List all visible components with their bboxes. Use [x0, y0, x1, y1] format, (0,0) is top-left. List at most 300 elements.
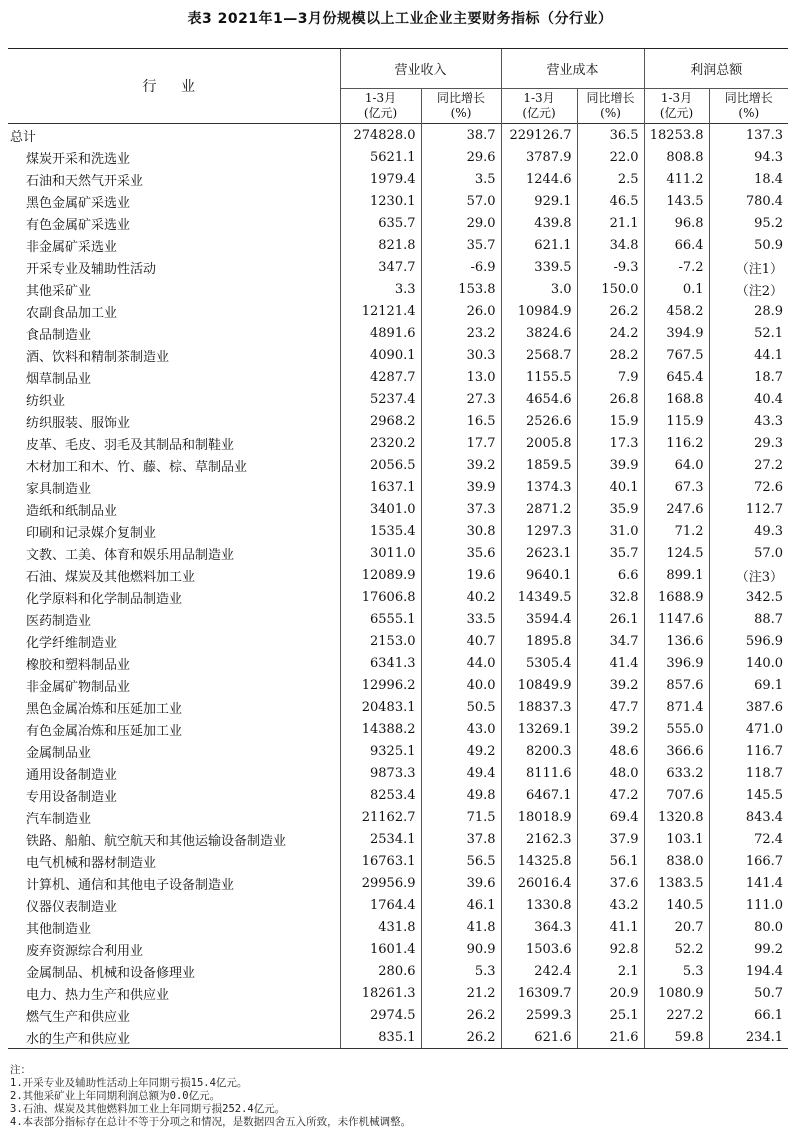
- revenue-value-cell: 29956.9: [340, 872, 421, 894]
- profit-growth-cell: 72.6: [709, 476, 788, 498]
- table-row: [8, 828, 788, 850]
- profit-value-cell: 67.3: [644, 476, 709, 498]
- revenue-value-cell: 2974.5: [340, 1004, 421, 1026]
- revenue-growth-cell: 30.3: [421, 344, 501, 366]
- profit-value-cell: 20.7: [644, 916, 709, 938]
- cost-growth-cell: 35.7: [577, 542, 644, 564]
- revenue-value-cell: 12121.4: [340, 300, 421, 322]
- profit-value-cell: 0.1: [644, 278, 709, 300]
- cost-growth-cell: 46.5: [577, 190, 644, 212]
- profit-growth-cell: 27.2: [709, 454, 788, 476]
- profit-growth-cell: 50.7: [709, 982, 788, 1004]
- cost-growth-cell: 150.0: [577, 278, 644, 300]
- revenue-growth-cell: 35.6: [421, 542, 501, 564]
- profit-growth-cell: 66.1: [709, 1004, 788, 1026]
- revenue-value-cell: 8253.4: [340, 784, 421, 806]
- revenue-value-cell: 4287.7: [340, 366, 421, 388]
- table-row: [8, 278, 788, 300]
- profit-growth-cell: 18.7: [709, 366, 788, 388]
- revenue-growth-cell: 39.9: [421, 476, 501, 498]
- profit-growth-cell: （注3）: [709, 564, 788, 586]
- revenue-value-cell: 9873.3: [340, 762, 421, 784]
- revenue-value-cell: 274828.0: [340, 124, 421, 147]
- cost-growth-cell: 47.2: [577, 784, 644, 806]
- industry-name-cell: 开采专业及辅助性活动: [26, 261, 157, 277]
- revenue-growth-cell: 3.5: [421, 168, 501, 190]
- cost-growth-cell: 24.2: [577, 322, 644, 344]
- profit-growth-cell: 28.9: [709, 300, 788, 322]
- industry-name-cell: 水的生产和供应业: [8, 1026, 340, 1049]
- profit-growth-cell: 116.7: [709, 740, 788, 762]
- cost-growth-cell: 47.7: [577, 696, 644, 718]
- profit-growth-cell: 780.4: [709, 190, 788, 212]
- profit-growth-cell: 596.9: [709, 630, 788, 652]
- profit-value-cell: 66.4: [644, 234, 709, 256]
- profit-growth-cell: 40.4: [709, 388, 788, 410]
- cost-growth-cell: 2.1: [577, 960, 644, 982]
- cost-value-cell: 10849.9: [501, 674, 577, 696]
- cost-growth-cell: 28.2: [577, 344, 644, 366]
- cost-value-cell: 929.1: [501, 190, 577, 212]
- cost-growth-cell: 56.1: [577, 850, 644, 872]
- industry-name-cell: 金属制品业: [26, 745, 92, 761]
- revenue-growth-cell: 46.1: [421, 894, 501, 916]
- revenue-growth-cell: 40.2: [421, 586, 501, 608]
- industry-name-cell: 总计: [10, 129, 37, 145]
- cost-value-cell: 9640.1: [501, 564, 577, 586]
- industry-name-cell: 黑色金属矿采选业: [26, 195, 131, 211]
- revenue-value-cell: 18261.3: [340, 982, 421, 1004]
- industry-name-cell: 印刷和记录媒介复制业: [26, 525, 157, 541]
- cost-value-cell: 6467.1: [501, 784, 577, 806]
- table-row: [8, 256, 788, 278]
- table-row: [8, 564, 788, 586]
- profit-value-cell: 52.2: [644, 938, 709, 960]
- cost-growth-cell: 17.3: [577, 432, 644, 454]
- profit-value-cell: 555.0: [644, 718, 709, 740]
- revenue-value-cell: 16763.1: [340, 850, 421, 872]
- revenue-value-cell: 3401.0: [340, 498, 421, 520]
- revenue-growth-cell: 26.2: [421, 1026, 501, 1049]
- profit-growth-cell: 471.0: [709, 718, 788, 740]
- revenue-value-cell: 6341.3: [340, 652, 421, 674]
- profit-value-subheader: 1-3月 (亿元): [644, 89, 709, 124]
- revenue-growth-cell: 56.5: [421, 850, 501, 872]
- cost-value-cell: 2005.8: [501, 432, 577, 454]
- cost-value-cell: 2568.7: [501, 344, 577, 366]
- profit-value-cell: 458.2: [644, 300, 709, 322]
- industry-name-cell: 木材加工和木、竹、藤、棕、草制品业: [26, 459, 248, 475]
- table-row: [8, 476, 788, 498]
- profit-growth-cell: 95.2: [709, 212, 788, 234]
- cost-growth-cell: 41.4: [577, 652, 644, 674]
- revenue-growth-cell: 90.9: [421, 938, 501, 960]
- footnote-line: 3.石油、煤炭及其他燃料加工业上年同期亏损252.4亿元。: [10, 1103, 286, 1115]
- cost-value-cell: 1895.8: [501, 630, 577, 652]
- profit-growth-subheader: 同比增长 (%): [709, 89, 788, 124]
- table-body: [8, 124, 788, 1049]
- cost-growth-cell: 31.0: [577, 520, 644, 542]
- industry-name-cell: 纺织服装、服饰业: [26, 415, 131, 431]
- cost-value-cell: 13269.1: [501, 718, 577, 740]
- revenue-value-cell: 1637.1: [340, 476, 421, 498]
- revenue-value-cell: 1601.4: [340, 938, 421, 960]
- footnotes: [10, 1064, 790, 1129]
- cost-value-subheader: 1-3月 (亿元): [501, 89, 577, 124]
- industry-name-cell: 纺织业: [26, 393, 66, 409]
- table-row: [8, 674, 788, 696]
- table-row: [8, 388, 788, 410]
- profit-value-cell: 633.2: [644, 762, 709, 784]
- revenue-growth-cell: 33.5: [421, 608, 501, 630]
- industry-name-cell: 黑色金属冶炼和压延加工业: [26, 701, 183, 717]
- table-row: [8, 300, 788, 322]
- cost-value-cell: 339.5: [501, 256, 577, 278]
- table-row: [8, 740, 788, 762]
- industry-name-cell: 废弃资源综合利用业: [26, 943, 144, 959]
- industry-name-cell: 非金属矿采选业: [26, 239, 118, 255]
- cost-growth-cell: 36.5: [577, 124, 644, 147]
- cost-growth-cell: 25.1: [577, 1004, 644, 1026]
- cost-value-cell: 3.0: [501, 278, 577, 300]
- profit-value-cell: 247.6: [644, 498, 709, 520]
- industry-name-cell: 电力、热力生产和供应业: [26, 987, 170, 1003]
- revenue-value-cell: 1230.1: [340, 190, 421, 212]
- cost-value-cell: 2162.3: [501, 828, 577, 850]
- table-row: [8, 410, 788, 432]
- profit-growth-cell: 166.7: [709, 850, 788, 872]
- industry-name-cell: 橡胶和塑料制品业: [26, 657, 131, 673]
- revenue-growth-cell: 17.7: [421, 432, 501, 454]
- profit-value-cell: 96.8: [644, 212, 709, 234]
- industry-name-cell: 煤炭开采和洗选业: [26, 151, 131, 167]
- profit-growth-cell: 234.1: [709, 1026, 788, 1049]
- profit-value-cell: 871.4: [644, 696, 709, 718]
- industry-name-cell: 酒、饮料和精制茶制造业: [26, 349, 170, 365]
- cost-growth-cell: 22.0: [577, 146, 644, 168]
- cost-value-cell: 1244.6: [501, 168, 577, 190]
- revenue-value-cell: 4090.1: [340, 344, 421, 366]
- profit-value-cell: 857.6: [644, 674, 709, 696]
- revenue-growth-cell: 40.0: [421, 674, 501, 696]
- table-row: [8, 762, 788, 784]
- revenue-growth-cell: 49.2: [421, 740, 501, 762]
- revenue-value-cell: 21162.7: [340, 806, 421, 828]
- table-row: [8, 806, 788, 828]
- table-row: [8, 982, 788, 1004]
- industry-name-cell: 有色金属冶炼和压延加工业: [26, 723, 183, 739]
- industry-name-cell: 文教、工美、体育和娱乐用品制造业: [26, 547, 235, 563]
- revenue-growth-cell: 26.2: [421, 1004, 501, 1026]
- industry-name-cell: 造纸和纸制品业: [26, 503, 118, 519]
- table-row: [8, 168, 788, 190]
- table-row: [8, 850, 788, 872]
- cost-value-cell: 10984.9: [501, 300, 577, 322]
- cost-value-cell: 439.8: [501, 212, 577, 234]
- profit-growth-cell: 43.3: [709, 410, 788, 432]
- profit-value-cell: 18253.8: [644, 124, 709, 147]
- cost-growth-cell: 26.2: [577, 300, 644, 322]
- profit-value-cell: 143.5: [644, 190, 709, 212]
- cost-value-cell: 1297.3: [501, 520, 577, 542]
- revenue-growth-cell: 35.7: [421, 234, 501, 256]
- cost-value-cell: 18018.9: [501, 806, 577, 828]
- profit-growth-cell: 50.9: [709, 234, 788, 256]
- cost-value-cell: 1374.3: [501, 476, 577, 498]
- cost-value-cell: 3594.4: [501, 608, 577, 630]
- table-row: [8, 938, 788, 960]
- profit-value-cell: 1688.9: [644, 586, 709, 608]
- profit-value-cell: 1383.5: [644, 872, 709, 894]
- profit-value-cell: 5.3: [644, 960, 709, 982]
- revenue-growth-cell: 13.0: [421, 366, 501, 388]
- table-row: [8, 652, 788, 674]
- table-row: [8, 916, 788, 938]
- revenue-growth-cell: 43.0: [421, 718, 501, 740]
- revenue-value-cell: 2153.0: [340, 630, 421, 652]
- revenue-value-cell: 14388.2: [340, 718, 421, 740]
- revenue-growth-cell: 44.0: [421, 652, 501, 674]
- profit-value-cell: 136.6: [644, 630, 709, 652]
- profit-growth-cell: 49.3: [709, 520, 788, 542]
- revenue-value-cell: 12996.2: [340, 674, 421, 696]
- revenue-value-cell: 347.7: [340, 256, 421, 278]
- revenue-growth-cell: 40.7: [421, 630, 501, 652]
- cost-value-cell: 364.3: [501, 916, 577, 938]
- revenue-growth-cell: 16.5: [421, 410, 501, 432]
- profit-growth-cell: 94.3: [709, 146, 788, 168]
- revenue-value-cell: 12089.9: [340, 564, 421, 586]
- profit-growth-cell: 342.5: [709, 586, 788, 608]
- profit-growth-cell: 112.7: [709, 498, 788, 520]
- profit-growth-cell: 194.4: [709, 960, 788, 982]
- industry-name-cell: 其他制造业: [26, 921, 92, 937]
- profit-growth-cell: 141.4: [709, 872, 788, 894]
- revenue-value-cell: 2534.1: [340, 828, 421, 850]
- industry-name-cell: 有色金属矿采选业: [26, 217, 131, 233]
- footnote-line: 1.开采专业及辅助性活动上年同期亏损15.4亿元。: [10, 1077, 248, 1089]
- cost-growth-subheader: 同比增长 (%): [577, 89, 644, 124]
- profit-growth-cell: 69.1: [709, 674, 788, 696]
- cost-growth-cell: 39.2: [577, 718, 644, 740]
- industry-name-cell: 通用设备制造业: [26, 767, 118, 783]
- profit-growth-cell: 72.4: [709, 828, 788, 850]
- revenue-growth-cell: 50.5: [421, 696, 501, 718]
- revenue-growth-cell: 39.2: [421, 454, 501, 476]
- table-row: [8, 432, 788, 454]
- table-row: [8, 718, 788, 740]
- cost-growth-cell: 39.2: [577, 674, 644, 696]
- cost-growth-cell: 37.6: [577, 872, 644, 894]
- profit-value-cell: 71.2: [644, 520, 709, 542]
- revenue-growth-cell: 19.6: [421, 564, 501, 586]
- cost-growth-cell: 15.9: [577, 410, 644, 432]
- profit-growth-cell: 99.2: [709, 938, 788, 960]
- revenue-value-cell: 17606.8: [340, 586, 421, 608]
- profit-value-cell: 116.2: [644, 432, 709, 454]
- cost-growth-cell: 39.9: [577, 454, 644, 476]
- cost-value-cell: 18837.3: [501, 696, 577, 718]
- cost-growth-cell: 48.6: [577, 740, 644, 762]
- cost-value-cell: 16309.7: [501, 982, 577, 1004]
- cost-value-cell: 2599.3: [501, 1004, 577, 1026]
- cost-growth-cell: -9.3: [577, 256, 644, 278]
- revenue-growth-cell: 41.8: [421, 916, 501, 938]
- cost-value-cell: 5305.4: [501, 652, 577, 674]
- footnote-line: 2.其他采矿业上年同期利润总额为0.0亿元。: [10, 1090, 221, 1102]
- revenue-growth-cell: 49.4: [421, 762, 501, 784]
- industry-name-cell: 仪器仪表制造业: [26, 899, 118, 915]
- cost-growth-cell: 21.1: [577, 212, 644, 234]
- table-title: 表3 2021年1—3月份规模以上工业企业主要财务指标（分行业）: [187, 11, 613, 27]
- table-row: [8, 696, 788, 718]
- revenue-growth-cell: 21.2: [421, 982, 501, 1004]
- cost-value-cell: 3787.9: [501, 146, 577, 168]
- revenue-growth-cell: 38.7: [421, 124, 501, 147]
- profit-growth-cell: 29.3: [709, 432, 788, 454]
- revenue-value-cell: 821.8: [340, 234, 421, 256]
- cost-growth-cell: 6.6: [577, 564, 644, 586]
- cost-growth-cell: 43.2: [577, 894, 644, 916]
- cost-growth-cell: 7.9: [577, 366, 644, 388]
- cost-value-cell: 1330.8: [501, 894, 577, 916]
- revenue-value-cell: 1764.4: [340, 894, 421, 916]
- profit-growth-cell: （注1）: [709, 256, 788, 278]
- cost-header: 营业成本: [501, 49, 644, 89]
- revenue-growth-cell: 29.6: [421, 146, 501, 168]
- revenue-value-cell: 1979.4: [340, 168, 421, 190]
- industry-name-cell: 医药制造业: [26, 613, 92, 629]
- profit-value-cell: 366.6: [644, 740, 709, 762]
- revenue-value-cell: 6555.1: [340, 608, 421, 630]
- revenue-growth-cell: 30.8: [421, 520, 501, 542]
- revenue-growth-cell: 27.3: [421, 388, 501, 410]
- revenue-growth-cell: 37.3: [421, 498, 501, 520]
- industry-name-cell: 计算机、通信和其他电子设备制造业: [26, 877, 235, 893]
- industry-header: 行 业: [8, 49, 340, 124]
- table-row: [8, 454, 788, 476]
- industry-name-cell: 燃气生产和供应业: [26, 1009, 131, 1025]
- footnote-heading: 注：: [10, 1064, 31, 1076]
- table-row: [8, 344, 788, 366]
- table-row: [8, 1004, 788, 1026]
- profit-growth-cell: 387.6: [709, 696, 788, 718]
- cost-growth-cell: 2.5: [577, 168, 644, 190]
- industry-name-cell: 石油、煤炭及其他燃料加工业: [26, 569, 196, 585]
- profit-value-cell: 707.6: [644, 784, 709, 806]
- cost-growth-cell: 26.1: [577, 608, 644, 630]
- cost-value-cell: 8111.6: [501, 762, 577, 784]
- revenue-value-cell: 2968.2: [340, 410, 421, 432]
- industry-name-cell: 烟草制品业: [26, 371, 92, 387]
- profit-value-cell: 64.0: [644, 454, 709, 476]
- revenue-value-cell: 2056.5: [340, 454, 421, 476]
- table-row: [8, 1026, 788, 1049]
- cost-value-cell: 8200.3: [501, 740, 577, 762]
- cost-growth-cell: 69.4: [577, 806, 644, 828]
- table-row: [8, 784, 788, 806]
- profit-growth-cell: 118.7: [709, 762, 788, 784]
- table-row: [8, 234, 788, 256]
- industry-name-cell: 铁路、船舶、航空航天和其他运输设备制造业: [26, 833, 287, 849]
- cost-growth-cell: 92.8: [577, 938, 644, 960]
- revenue-value-cell: 4891.6: [340, 322, 421, 344]
- table-row: [8, 366, 788, 388]
- profit-value-cell: 140.5: [644, 894, 709, 916]
- revenue-value-cell: 3.3: [340, 278, 421, 300]
- total-row: [8, 124, 788, 147]
- cost-value-cell: 4654.6: [501, 388, 577, 410]
- cost-value-cell: 1155.5: [501, 366, 577, 388]
- table-row: [8, 146, 788, 168]
- table-row: [8, 190, 788, 212]
- revenue-growth-cell: 37.8: [421, 828, 501, 850]
- cost-value-cell: 2526.6: [501, 410, 577, 432]
- profit-value-cell: 1147.6: [644, 608, 709, 630]
- revenue-growth-cell: 26.0: [421, 300, 501, 322]
- profit-value-cell: 394.9: [644, 322, 709, 344]
- cost-value-cell: 26016.4: [501, 872, 577, 894]
- cost-growth-cell: 41.1: [577, 916, 644, 938]
- profit-growth-cell: 111.0: [709, 894, 788, 916]
- revenue-value-cell: 1535.4: [340, 520, 421, 542]
- cost-growth-cell: 21.6: [577, 1026, 644, 1049]
- table-row: [8, 520, 788, 542]
- financial-indicators-table: [8, 48, 788, 1049]
- profit-growth-cell: 137.3: [709, 124, 788, 147]
- revenue-value-cell: 280.6: [340, 960, 421, 982]
- profit-value-cell: 645.4: [644, 366, 709, 388]
- cost-value-cell: 621.1: [501, 234, 577, 256]
- revenue-growth-cell: 29.0: [421, 212, 501, 234]
- cost-value-cell: 1503.6: [501, 938, 577, 960]
- profit-value-cell: 103.1: [644, 828, 709, 850]
- financial-table-frame: [8, 48, 788, 1049]
- revenue-growth-cell: 39.6: [421, 872, 501, 894]
- cost-growth-cell: 20.9: [577, 982, 644, 1004]
- cost-growth-cell: 40.1: [577, 476, 644, 498]
- table-row: [8, 322, 788, 344]
- industry-name-cell: 皮革、毛皮、羽毛及其制品和制鞋业: [26, 437, 235, 453]
- cost-growth-cell: 34.7: [577, 630, 644, 652]
- profit-growth-cell: 57.0: [709, 542, 788, 564]
- industry-name-cell: 化学原料和化学制品制造业: [26, 591, 183, 607]
- cost-value-cell: 14325.8: [501, 850, 577, 872]
- profit-header: 利润总额: [644, 49, 788, 89]
- revenue-value-cell: 5237.4: [340, 388, 421, 410]
- profit-growth-cell: 44.1: [709, 344, 788, 366]
- industry-name-cell: 电气机械和器材制造业: [26, 855, 157, 871]
- table-row: [8, 542, 788, 564]
- cost-growth-cell: 26.8: [577, 388, 644, 410]
- profit-value-cell: 115.9: [644, 410, 709, 432]
- profit-value-cell: 1320.8: [644, 806, 709, 828]
- revenue-value-subheader: 1-3月 (亿元): [340, 89, 421, 124]
- cost-value-cell: 2871.2: [501, 498, 577, 520]
- table-row: [8, 960, 788, 982]
- table-row: [8, 608, 788, 630]
- revenue-header: 营业收入: [340, 49, 501, 89]
- revenue-value-cell: 2320.2: [340, 432, 421, 454]
- cost-growth-cell: 35.9: [577, 498, 644, 520]
- profit-value-cell: 808.8: [644, 146, 709, 168]
- profit-growth-cell: （注2）: [709, 278, 788, 300]
- profit-value-cell: 396.9: [644, 652, 709, 674]
- profit-value-cell: 227.2: [644, 1004, 709, 1026]
- cost-growth-cell: 48.0: [577, 762, 644, 784]
- cost-value-cell: 14349.5: [501, 586, 577, 608]
- revenue-value-cell: 20483.1: [340, 696, 421, 718]
